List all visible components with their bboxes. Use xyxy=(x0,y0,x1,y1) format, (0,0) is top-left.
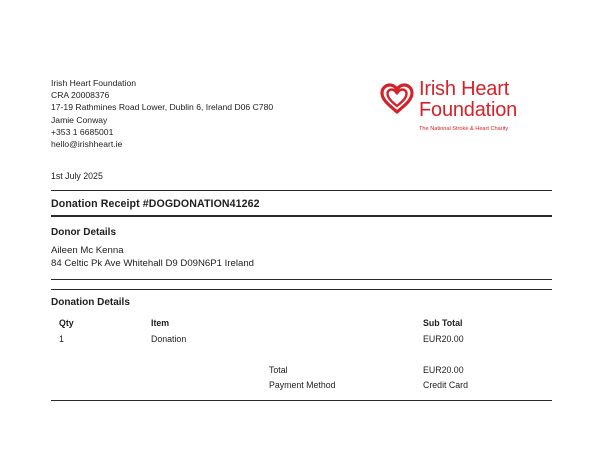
org-cra: CRA 20008376 xyxy=(51,90,110,101)
logo-tagline: The National Stroke & Heart Charity xyxy=(419,126,509,132)
divider xyxy=(51,190,552,191)
org-contact: Jamie Conway xyxy=(51,114,108,125)
row-subtotal: EUR20.00 xyxy=(423,334,464,344)
column-header-subtotal: Sub Total xyxy=(423,318,463,328)
row-qty: 1 xyxy=(59,334,64,344)
receipt-date: 1st July 2025 xyxy=(51,171,103,181)
logo-text-line1: Irish Heart xyxy=(419,78,510,100)
donor-name: Aileen Mc Kenna xyxy=(51,245,124,256)
donor-details xyxy=(51,245,254,270)
column-header-item: Item xyxy=(151,318,170,328)
payment-method-label: Payment Method xyxy=(269,380,336,390)
organization-details xyxy=(51,77,273,150)
divider xyxy=(51,279,552,280)
donor-address: 84 Celtic Pk Ave Whitehall D9 D09N6P1 Ireland xyxy=(51,257,254,269)
irish-heart-foundation-logo xyxy=(380,78,540,139)
total-label: Total xyxy=(269,365,288,375)
divider xyxy=(51,215,552,217)
heart-logo-icon xyxy=(380,83,414,115)
row-item: Donation xyxy=(151,334,187,344)
org-name: Irish Heart Foundation xyxy=(51,78,137,88)
divider xyxy=(51,400,552,401)
org-phone: +353 1 6685001 xyxy=(51,126,114,137)
donation-details-heading: Donation Details xyxy=(51,297,130,308)
donor-details-heading: Donor Details xyxy=(51,227,117,238)
logo-text-line2: Foundation xyxy=(419,99,518,121)
payment-method-value: Credit Card xyxy=(423,380,468,390)
divider xyxy=(51,289,552,290)
org-email: hello@irishheart.ie xyxy=(51,139,123,150)
column-header-qty: Qty xyxy=(59,318,74,328)
total-value: EUR20.00 xyxy=(423,365,464,375)
receipt-title: Donation Receipt #DOGDONATION41262 xyxy=(51,198,260,210)
org-address: 17-19 Rathmines Road Lower, Dublin 6, Ireland D06 C780 xyxy=(51,102,274,113)
